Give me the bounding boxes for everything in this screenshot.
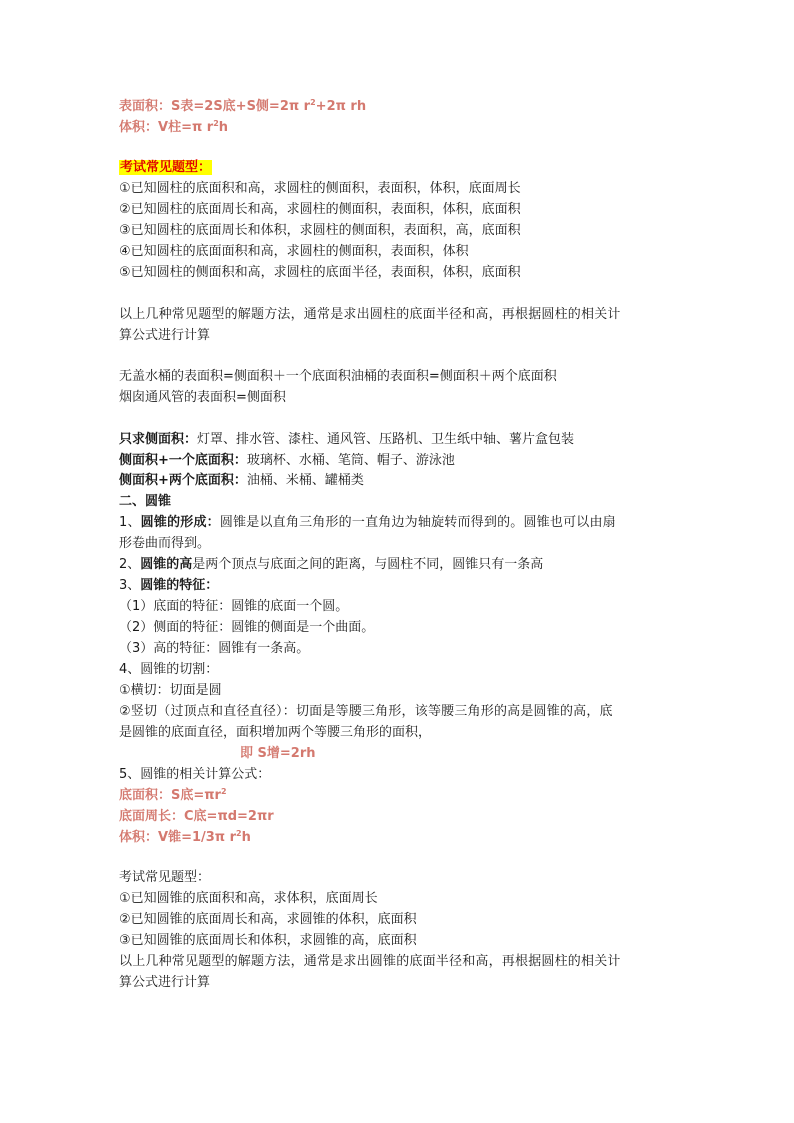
method2-line-2: 算公式进行计算: [119, 975, 211, 990]
feature-item-1: （1）底面的特征：圆锥的底面一个圆。: [119, 599, 349, 614]
cut-line-1: ①横切：切面是圆: [119, 683, 222, 698]
cone-height-line: 2、圆锥的高是两个顶点与底面之间的距离，与圆柱不同，圆锥只有一条高: [119, 557, 544, 572]
method-line-2: 算公式进行计算: [119, 328, 211, 343]
volume-formula: 体积：V柱=π $r^2h$: [119, 119, 229, 135]
cone-formation-line: 1、圆锥的形成：圆锥是以直角三角形的一直角边为轴旋转而得到的。圆锥也可以由扇: [119, 515, 616, 530]
exam-item-4: ④已知圆柱的底面面积和高，求圆柱的侧面积，表面积，体积: [119, 244, 469, 259]
surface-area-formula: 表面积：S表=2S底+S侧=2π $r^2+2\pi$ rh: [119, 98, 367, 114]
cone-feature-heading: 3、圆锥的特征：: [119, 578, 219, 593]
exam2-item-2: ②已知圆锥的底面周长和高，求圆锥的体积，底面积: [119, 912, 417, 927]
cut-line-2: ②竖切（过顶点和直径直径）：切面是等腰三角形，该等腰三角形的高是圆锥的高，底: [119, 704, 613, 719]
cut-line-3: 是圆锥的底面直径，面积增加两个等腰三角形的面积，: [119, 725, 432, 740]
formula-title: 5、圆锥的相关计算公式：: [119, 767, 271, 782]
cut-formula: 即 S增=2rh: [240, 746, 316, 761]
bucket-line-1: 无盖水桶的表面积=侧面积＋一个底面积油桶的表面积=侧面积＋两个底面积: [119, 369, 557, 384]
exam-item-5: ⑤已知圆柱的侧面积和高，求圆柱的底面半径，表面积，体积，底面积: [119, 265, 521, 280]
cone-base-area-formula: 底面积：S底$=\pi r^2$: [119, 787, 227, 803]
exam2-title: 考试常见题型：: [119, 870, 211, 885]
only-side-line: 只求侧面积：灯罩、排水管、漆柱、通风管、压路机、卫生纸中轴、薯片盒包装: [119, 432, 575, 447]
side-one-line: 侧面积+一个底面积：玻璃杯、水桶、笔筒、帽子、游泳池: [119, 453, 455, 468]
side-two-line: 侧面积+两个底面积：油桶、米桶、罐桶类: [119, 473, 364, 488]
feature-item-2: （2）侧面的特征：圆锥的侧面是一个曲面。: [119, 620, 375, 635]
exam-item-3: ③已知圆柱的底面周长和体积，求圆柱的侧面积，表面积，高，底面积: [119, 223, 521, 238]
feature-item-3: （3）高的特征：圆锥有一条高。: [119, 641, 310, 656]
exam2-item-1: ①已知圆锥的底面积和高，求体积，底面周长: [119, 891, 378, 906]
method2-line-1: 以上几种常见题型的解题方法，通常是求出圆锥的底面半径和高，再根据圆柱的相关计: [119, 954, 621, 969]
exam2-item-3: ③已知圆锥的底面周长和体积，求圆锥的高，底面积: [119, 933, 417, 948]
cone-base-perimeter-formula: 底面周长：C底=πd=2πr: [119, 809, 274, 824]
cut-title: 4、圆锥的切割：: [119, 662, 219, 677]
bucket-line-2: 烟囱通风管的表面积=侧面积: [119, 390, 286, 405]
exam-item-2: ②已知圆柱的底面周长和高，求圆柱的侧面积，表面积，体积，底面积: [119, 202, 521, 217]
exam-item-1: ①已知圆柱的底面积和高，求圆柱的侧面积，表面积，体积，底面周长: [119, 181, 521, 196]
cone-volume-formula: 体积：V锥=1/3π $r^2h$: [119, 829, 251, 845]
method-line-1: 以上几种常见题型的解题方法，通常是求出圆柱的底面半径和高，再根据圆柱的相关计: [119, 307, 621, 322]
exam-title: 考试常见题型：: [120, 160, 212, 175]
section-cone-heading: 二、圆锥: [119, 494, 172, 509]
cone-formation-line-2: 形卷曲而得到。: [119, 536, 211, 551]
